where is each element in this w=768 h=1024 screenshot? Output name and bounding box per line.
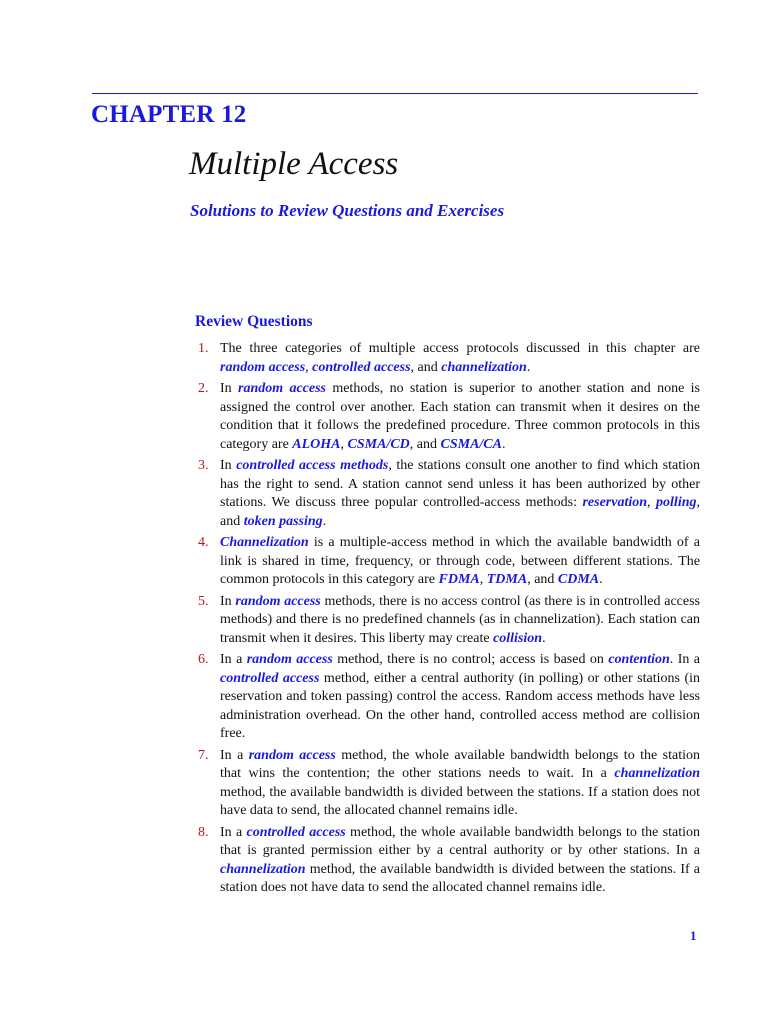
header-rule — [92, 93, 698, 94]
question-number: 2. — [198, 381, 209, 396]
question-text — [220, 534, 700, 590]
text-segment: , and — [409, 436, 441, 452]
review-question-item — [198, 380, 700, 454]
question-text — [220, 824, 700, 898]
review-question-item — [198, 824, 700, 898]
text-segment: . — [501, 436, 506, 452]
keyword-term: random access — [248, 747, 336, 763]
text-segment: . In a — [669, 652, 700, 667]
review-question-item — [198, 457, 700, 531]
keyword-term: channelization — [614, 766, 700, 781]
chapter-title: Multiple Access — [189, 146, 399, 182]
text-segment: , — [479, 572, 487, 587]
text-segment: , — [305, 359, 313, 375]
review-question-item — [198, 593, 700, 649]
question-number: 3. — [198, 458, 209, 473]
keyword-term: Channelization — [220, 535, 309, 550]
question-text — [220, 340, 700, 377]
question-number: 8. — [198, 824, 209, 840]
text-segment: is a multiple-access method in which the available bandwidth of a link is shared in time, frequency, or through code, between different stations. The common protocols in this category are — [220, 535, 700, 587]
keyword-term: CSMA/CD — [347, 436, 410, 452]
text-segment: In — [220, 458, 237, 473]
review-question-item — [198, 651, 700, 744]
keyword-term: CSMA/CA — [440, 436, 502, 452]
keyword-term: token passing — [243, 513, 323, 529]
text-segment: , and — [527, 572, 558, 587]
text-segment: In a — [220, 747, 249, 763]
text-segment: , — [340, 436, 348, 452]
keyword-term: reservation — [582, 495, 648, 510]
question-number: 4. — [198, 535, 209, 550]
keyword-term: random access — [235, 593, 321, 609]
text-segment: method, the whole available bandwidth belongs to the station that wins the contention; the other stations needs to wait. In a — [220, 747, 700, 781]
text-segment: In a — [220, 652, 247, 667]
question-number: 6. — [198, 652, 209, 667]
keyword-term: channelization — [220, 861, 306, 877]
question-number: 7. — [198, 747, 209, 763]
keyword-term: CDMA — [557, 572, 600, 587]
chapter-label: CHAPTER 12 — [91, 101, 247, 128]
keyword-term: ALOHA — [292, 436, 341, 452]
text-segment: , and — [410, 359, 442, 375]
question-text — [220, 747, 700, 821]
page-number: 1 — [690, 928, 697, 943]
question-text — [220, 380, 700, 454]
keyword-term: random access — [238, 381, 326, 396]
review-question-item — [198, 340, 700, 377]
keyword-term: TDMA — [486, 572, 528, 587]
question-text — [220, 593, 700, 649]
keyword-term: channelization — [441, 359, 527, 375]
text-segment: , — [647, 495, 657, 510]
keyword-term: controlled access — [312, 359, 411, 375]
keyword-term: FDMA — [438, 572, 480, 587]
text-segment: . — [526, 359, 531, 375]
keyword-term: collision — [493, 630, 543, 646]
keyword-term: polling — [656, 495, 697, 510]
text-segment: method, either a central authority (in polling) or other stations (in reservation and token passing) control the access. Random access methods have less administration overhead. On the other hand, controlled access method are collision free. — [220, 670, 700, 741]
question-text — [220, 651, 700, 744]
question-number: 1. — [198, 341, 209, 356]
keyword-term: controlled access — [246, 824, 346, 840]
text-segment: In — [220, 381, 238, 396]
chapter-subtitle: Solutions to Review Questions and Exercises — [190, 201, 505, 220]
keyword-term: contention — [608, 652, 670, 667]
text-segment: method, there is no control; access is based on — [332, 652, 609, 667]
text-segment: The three categories of multiple access protocols discussed in this chapter are — [220, 341, 700, 356]
text-segment: method, the whole available bandwidth belongs to the station that is granted permission either by a central authority or by other stations. In a — [220, 824, 700, 858]
keyword-term: controlled access — [220, 670, 320, 686]
text-segment: In — [220, 593, 236, 609]
text-segment: , and — [220, 495, 701, 529]
text-segment: method, the available bandwidth is divided between the stations. If a station does not have data to send the allocated channel remains idle. — [220, 861, 700, 895]
review-question-item — [198, 534, 700, 590]
text-segment: In a — [220, 824, 247, 840]
review-question-list — [198, 340, 700, 901]
text-segment: . — [542, 630, 546, 646]
question-text — [220, 457, 700, 531]
section-heading-review-questions: Review Questions — [195, 313, 313, 330]
keyword-term: random access — [220, 359, 306, 375]
text-segment: method, the available bandwidth is divided between the stations. If a station does not have data to send, the allocated channel remains idle. — [220, 784, 700, 818]
review-question-item — [198, 747, 700, 821]
text-segment: . — [599, 572, 603, 587]
question-number: 5. — [198, 593, 209, 609]
text-segment: methods, there is no access control (as there is in controlled access methods) and there is no predefined channels (as in channelization). Each station can transmit when it desires. This liberty may create — [220, 593, 700, 646]
text-segment: . — [322, 513, 327, 529]
keyword-term: controlled access methods — [236, 458, 389, 473]
keyword-term: random access — [246, 652, 333, 667]
text-segment: , the stations consult one another to find which station has the right to send. A station cannot send unless it has been authorized by other stations. We discuss three popular controlled-access methods: — [220, 458, 700, 510]
text-segment: methods, no station is superior to another station and none is assigned the control over another. Each station can transmit when it desires on the condition that it follows the predefined procedure. Three common protocols in this category are — [220, 381, 701, 452]
